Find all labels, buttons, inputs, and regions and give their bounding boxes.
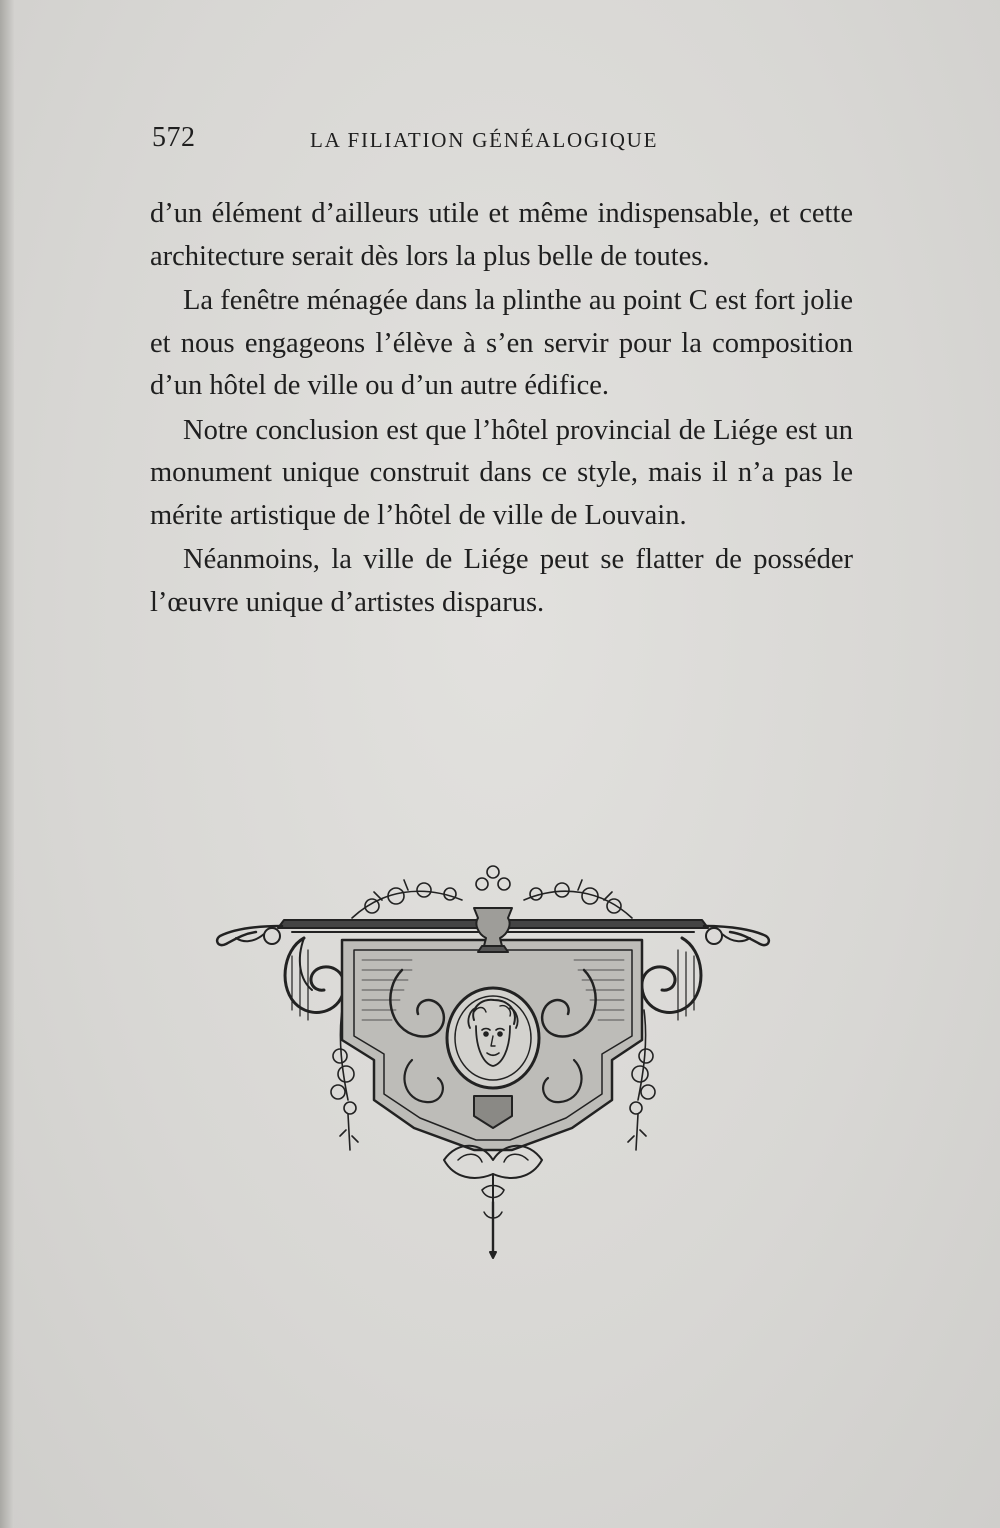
body-text <box>150 193 853 624</box>
page-header <box>152 122 857 158</box>
engraved-cartouche-with-cherub-icon <box>212 860 774 1260</box>
paragraph-neanmoins: Néanmoins, la ville de Liége peut se flatter de posséder l’œuvre unique d’artistes disparus. <box>150 544 853 618</box>
page-gutter-shadow <box>0 0 14 1528</box>
paragraph-conclusion: Notre conclusion est que l’hôtel provincial de Liége est un monument unique construit dans ce style, mais il n’a pas le mérite artistique de l’hôtel de ville de Louvain. <box>150 414 853 531</box>
paragraph-continued: d’un élément d’ailleurs utile et même indispensable, et cette architecture serait dès lors la plus belle de toutes. <box>150 198 853 272</box>
paragraph-window: La fenêtre ménagée dans la plinthe au point C est fort jolie et nous engageons l’élève à s’en servir pour la composition d’un hôtel de ville ou d’un autre édifice. <box>150 285 853 401</box>
page-number: 572 <box>152 122 196 153</box>
running-title: LA FILIATION GÉNÉALOGIQUE <box>310 128 659 152</box>
